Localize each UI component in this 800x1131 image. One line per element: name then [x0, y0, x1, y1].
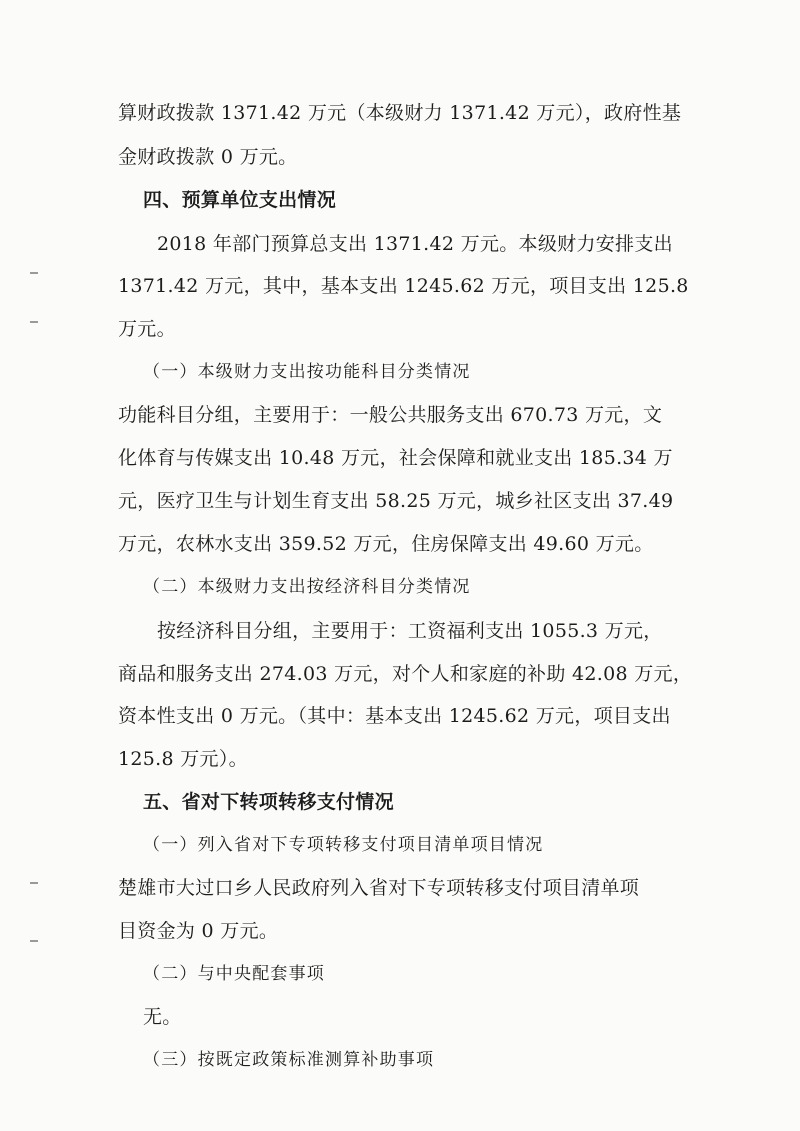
scan-mark	[30, 940, 38, 942]
body-text-line: 功能科目分组，主要用于：一般公共服务支出 670.73 万元，文	[118, 404, 663, 426]
scan-mark	[30, 272, 38, 274]
body-text-line: 1371.42 万元，其中，基本支出 1245.62 万元，项目支出 125.8	[118, 275, 689, 297]
body-text-line: 金财政拨款 0 万元。	[118, 146, 298, 168]
body-text-line: 2018 年部门预算总支出 1371.42 万元。本级财力安排支出	[157, 233, 673, 255]
body-text-line: 无。	[143, 1006, 182, 1028]
body-text-line: 按经济科目分组，主要用于：工资福利支出 1055.3 万元，	[157, 620, 663, 642]
body-text-line: 万元，农林水支出 359.52 万元，住房保障支出 49.60 万元。	[118, 533, 654, 555]
body-text-line: 目资金为 0 万元。	[118, 920, 279, 942]
subsection-heading: （三）按既定政策标准测算补助事项	[143, 1050, 435, 1070]
subsection-heading: （一）列入省对下专项转移支付项目清单项目情况	[143, 835, 544, 855]
subsection-heading: （一）本级财力支出按功能科目分类情况	[143, 362, 471, 382]
body-text-line: 化体育与传媒支出 10.48 万元，社会保障和就业支出 185.34 万	[118, 447, 673, 469]
body-text-line: 算财政拨款 1371.42 万元（本级财力 1371.42 万元），政府性基	[118, 102, 682, 124]
subsection-heading: （二）本级财力支出按经济科目分类情况	[143, 577, 471, 597]
section-heading-4: 四、预算单位支出情况	[143, 189, 337, 211]
body-text-line: 元，医疗卫生与计划生育支出 58.25 万元，城乡社区支出 37.49	[118, 490, 674, 512]
scan-mark	[30, 882, 38, 884]
body-text-line: 万元。	[118, 318, 176, 340]
body-text-line: 资本性支出 0 万元。（其中：基本支出 1245.62 万元，项目支出	[118, 705, 671, 727]
subsection-heading: （二）与中央配套事项	[143, 964, 325, 984]
section-heading-5: 五、省对下转项转移支付情况	[143, 791, 394, 813]
body-text-line: 楚雄市大过口乡人民政府列入省对下专项转移支付项目清单项	[118, 877, 640, 899]
scan-mark	[30, 321, 38, 323]
body-text-line: 125.8 万元）。	[118, 748, 248, 770]
body-text-line: 商品和服务支出 274.03 万元，对个人和家庭的补助 42.08 万元，	[118, 663, 693, 685]
